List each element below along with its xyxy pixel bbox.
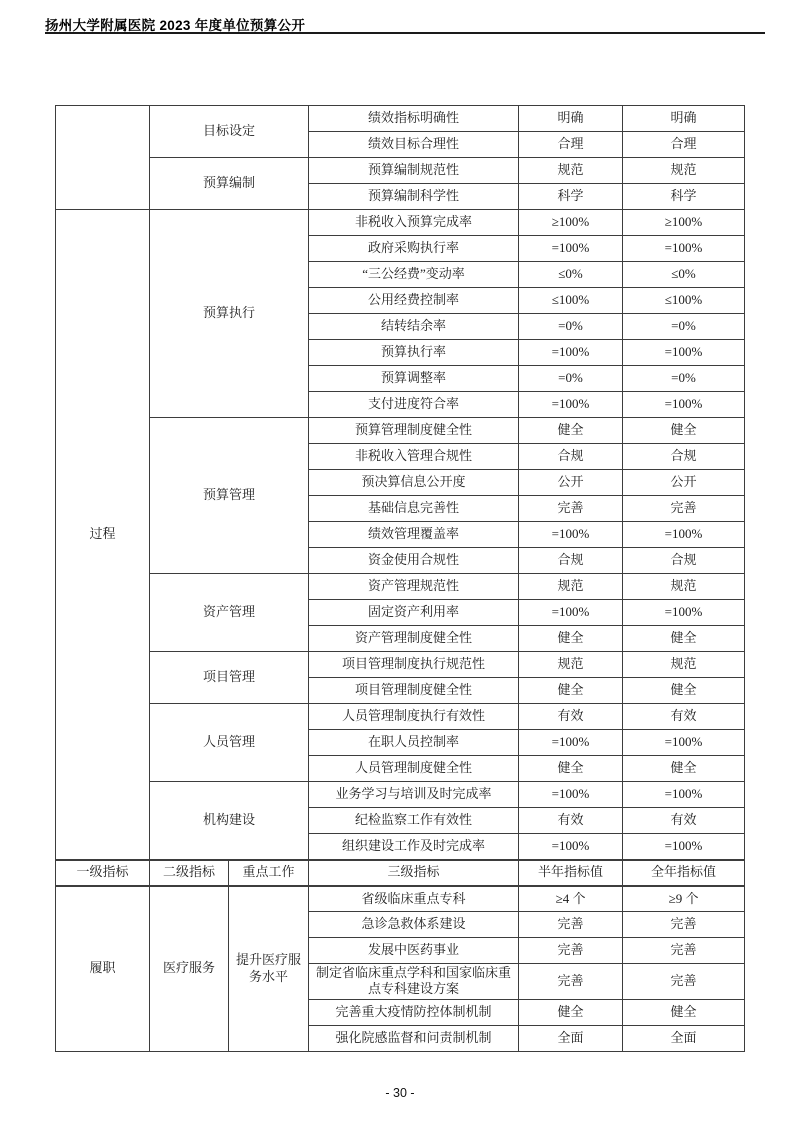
half-year-value-cell: 合规 bbox=[519, 444, 623, 470]
indicator-cell: 预决算信息公开度 bbox=[309, 470, 519, 496]
full-year-value-cell: 规范 bbox=[623, 652, 745, 678]
half-year-value-cell: 规范 bbox=[519, 158, 623, 184]
column-header-level3: 三级指标 bbox=[309, 860, 519, 886]
indicator-cell: 政府采购执行率 bbox=[309, 236, 519, 262]
indicator-cell: 人员管理制度健全性 bbox=[309, 756, 519, 782]
indicator-cell: 绩效管理覆盖率 bbox=[309, 522, 519, 548]
level2-cell: 目标设定 bbox=[150, 106, 309, 158]
indicator-cell: 组织建设工作及时完成率 bbox=[309, 834, 519, 860]
performance-indicators-table bbox=[55, 105, 745, 1052]
half-year-value-cell: 合规 bbox=[519, 548, 623, 574]
column-header-level2: 二级指标 bbox=[150, 860, 229, 886]
half-year-value-cell: ≥100% bbox=[519, 210, 623, 236]
indicator-cell: 支付进度符合率 bbox=[309, 392, 519, 418]
half-year-value-cell: ≤100% bbox=[519, 288, 623, 314]
indicator-cell: 预算编制规范性 bbox=[309, 158, 519, 184]
half-year-value-cell: 明确 bbox=[519, 106, 623, 132]
half-year-value-cell: =0% bbox=[519, 366, 623, 392]
indicator-cell: 纪检监察工作有效性 bbox=[309, 808, 519, 834]
indicator-cell: 强化院感监督和问责制机制 bbox=[309, 1025, 519, 1051]
full-year-value-cell: 明确 bbox=[623, 106, 745, 132]
indicator-cell: 在职人员控制率 bbox=[309, 730, 519, 756]
half-year-value-cell: =100% bbox=[519, 522, 623, 548]
half-year-value-cell: 公开 bbox=[519, 470, 623, 496]
half-year-value-cell: =100% bbox=[519, 730, 623, 756]
indicator-cell: 制定省临床重点学科和国家临床重点专科建设方案 bbox=[309, 964, 519, 1000]
half-year-value-cell: ≥4 个 bbox=[519, 886, 623, 912]
full-year-value-cell: =100% bbox=[623, 730, 745, 756]
half-year-value-cell: =100% bbox=[519, 600, 623, 626]
indicator-cell: 非税收入管理合规性 bbox=[309, 444, 519, 470]
indicator-cell: 预算调整率 bbox=[309, 366, 519, 392]
half-year-value-cell: 有效 bbox=[519, 808, 623, 834]
half-year-value-cell: =100% bbox=[519, 782, 623, 808]
full-year-value-cell: =100% bbox=[623, 600, 745, 626]
header-rule bbox=[45, 32, 765, 34]
full-year-value-cell: 科学 bbox=[623, 184, 745, 210]
full-year-value-cell: 完善 bbox=[623, 964, 745, 1000]
full-year-value-cell: 公开 bbox=[623, 470, 745, 496]
indicator-cell: 省级临床重点专科 bbox=[309, 886, 519, 912]
full-year-value-cell: =100% bbox=[623, 834, 745, 860]
indicator-cell: 绩效目标合理性 bbox=[309, 132, 519, 158]
level1-cell-empty bbox=[56, 106, 150, 210]
half-year-value-cell: 规范 bbox=[519, 574, 623, 600]
indicator-cell: 非税收入预算完成率 bbox=[309, 210, 519, 236]
column-header-half-year: 半年指标值 bbox=[519, 860, 623, 886]
indicator-cell: 急诊急救体系建设 bbox=[309, 912, 519, 938]
full-year-value-cell: =100% bbox=[623, 340, 745, 366]
document-header-title: 扬州大学附属医院 2023 年度单位预算公开 bbox=[45, 18, 306, 33]
indicator-cell: 资产管理制度健全性 bbox=[309, 626, 519, 652]
level2-cell: 预算编制 bbox=[150, 158, 309, 210]
indicator-cell: 资金使用合规性 bbox=[309, 548, 519, 574]
half-year-value-cell: 完善 bbox=[519, 912, 623, 938]
indicator-cell: 资产管理规范性 bbox=[309, 574, 519, 600]
page-number: - 30 - bbox=[385, 1086, 415, 1100]
full-year-value-cell: 合理 bbox=[623, 132, 745, 158]
full-year-value-cell: =100% bbox=[623, 782, 745, 808]
indicator-cell: 绩效指标明确性 bbox=[309, 106, 519, 132]
half-year-value-cell: 科学 bbox=[519, 184, 623, 210]
full-year-value-cell: =0% bbox=[623, 314, 745, 340]
indicator-cell: 业务学习与培训及时完成率 bbox=[309, 782, 519, 808]
half-year-value-cell: =0% bbox=[519, 314, 623, 340]
full-year-value-cell: ≥100% bbox=[623, 210, 745, 236]
indicator-cell: 人员管理制度执行有效性 bbox=[309, 704, 519, 730]
indicator-cell: 公用经费控制率 bbox=[309, 288, 519, 314]
full-year-value-cell: 健全 bbox=[623, 756, 745, 782]
indicator-cell: 完善重大疫情防控体制机制 bbox=[309, 999, 519, 1025]
indicator-cell: 基础信息完善性 bbox=[309, 496, 519, 522]
half-year-value-cell: ≤0% bbox=[519, 262, 623, 288]
full-year-value-cell: 合规 bbox=[623, 548, 745, 574]
half-year-value-cell: =100% bbox=[519, 236, 623, 262]
half-year-value-cell: 全面 bbox=[519, 1025, 623, 1051]
column-header-full-year: 全年指标值 bbox=[623, 860, 745, 886]
half-year-value-cell: 健全 bbox=[519, 999, 623, 1025]
full-year-value-cell: 完善 bbox=[623, 496, 745, 522]
level2-cell: 预算管理 bbox=[150, 418, 309, 574]
half-year-value-cell: 健全 bbox=[519, 626, 623, 652]
key-work-cell: 提升医疗服务水平 bbox=[229, 886, 309, 1052]
full-year-value-cell: 规范 bbox=[623, 158, 745, 184]
level2-cell: 预算执行 bbox=[150, 210, 309, 418]
full-year-value-cell: ≤100% bbox=[623, 288, 745, 314]
full-year-value-cell: 健全 bbox=[623, 626, 745, 652]
indicator-cell: 结转结余率 bbox=[309, 314, 519, 340]
indicator-cell: 预算管理制度健全性 bbox=[309, 418, 519, 444]
half-year-value-cell: 有效 bbox=[519, 704, 623, 730]
full-year-value-cell: 有效 bbox=[623, 808, 745, 834]
half-year-value-cell: 完善 bbox=[519, 496, 623, 522]
full-year-value-cell: ≤0% bbox=[623, 262, 745, 288]
column-header-level1: 一级指标 bbox=[56, 860, 150, 886]
full-year-value-cell: 完善 bbox=[623, 912, 745, 938]
full-year-value-cell: =0% bbox=[623, 366, 745, 392]
full-year-value-cell: 健全 bbox=[623, 999, 745, 1025]
level1-cell: 履职 bbox=[56, 886, 150, 1052]
level2-cell: 人员管理 bbox=[150, 704, 309, 782]
level2-cell: 机构建设 bbox=[150, 782, 309, 860]
half-year-value-cell: 完善 bbox=[519, 964, 623, 1000]
indicator-cell: 发展中医药事业 bbox=[309, 938, 519, 964]
full-year-value-cell: ≥9 个 bbox=[623, 886, 745, 912]
half-year-value-cell: 规范 bbox=[519, 652, 623, 678]
level1-cell: 过程 bbox=[56, 210, 150, 860]
level2-cell: 资产管理 bbox=[150, 574, 309, 652]
half-year-value-cell: 健全 bbox=[519, 756, 623, 782]
indicator-cell: 预算编制科学性 bbox=[309, 184, 519, 210]
full-year-value-cell: =100% bbox=[623, 392, 745, 418]
half-year-value-cell: =100% bbox=[519, 834, 623, 860]
full-year-value-cell: =100% bbox=[623, 236, 745, 262]
level2-cell: 项目管理 bbox=[150, 652, 309, 704]
indicator-cell: “三公经费”变动率 bbox=[309, 262, 519, 288]
full-year-value-cell: 规范 bbox=[623, 574, 745, 600]
full-year-value-cell: 有效 bbox=[623, 704, 745, 730]
indicator-cell: 项目管理制度执行规范性 bbox=[309, 652, 519, 678]
half-year-value-cell: 健全 bbox=[519, 678, 623, 704]
half-year-value-cell: 合理 bbox=[519, 132, 623, 158]
full-year-value-cell: 健全 bbox=[623, 678, 745, 704]
half-year-value-cell: =100% bbox=[519, 340, 623, 366]
full-year-value-cell: 合规 bbox=[623, 444, 745, 470]
full-year-value-cell: 健全 bbox=[623, 418, 745, 444]
half-year-value-cell: 完善 bbox=[519, 938, 623, 964]
half-year-value-cell: 健全 bbox=[519, 418, 623, 444]
indicator-cell: 固定资产利用率 bbox=[309, 600, 519, 626]
level2-cell: 医疗服务 bbox=[150, 886, 229, 1052]
column-header-key-work: 重点工作 bbox=[229, 860, 309, 886]
full-year-value-cell: =100% bbox=[623, 522, 745, 548]
indicator-cell: 预算执行率 bbox=[309, 340, 519, 366]
full-year-value-cell: 全面 bbox=[623, 1025, 745, 1051]
indicator-cell: 项目管理制度健全性 bbox=[309, 678, 519, 704]
half-year-value-cell: =100% bbox=[519, 392, 623, 418]
full-year-value-cell: 完善 bbox=[623, 938, 745, 964]
